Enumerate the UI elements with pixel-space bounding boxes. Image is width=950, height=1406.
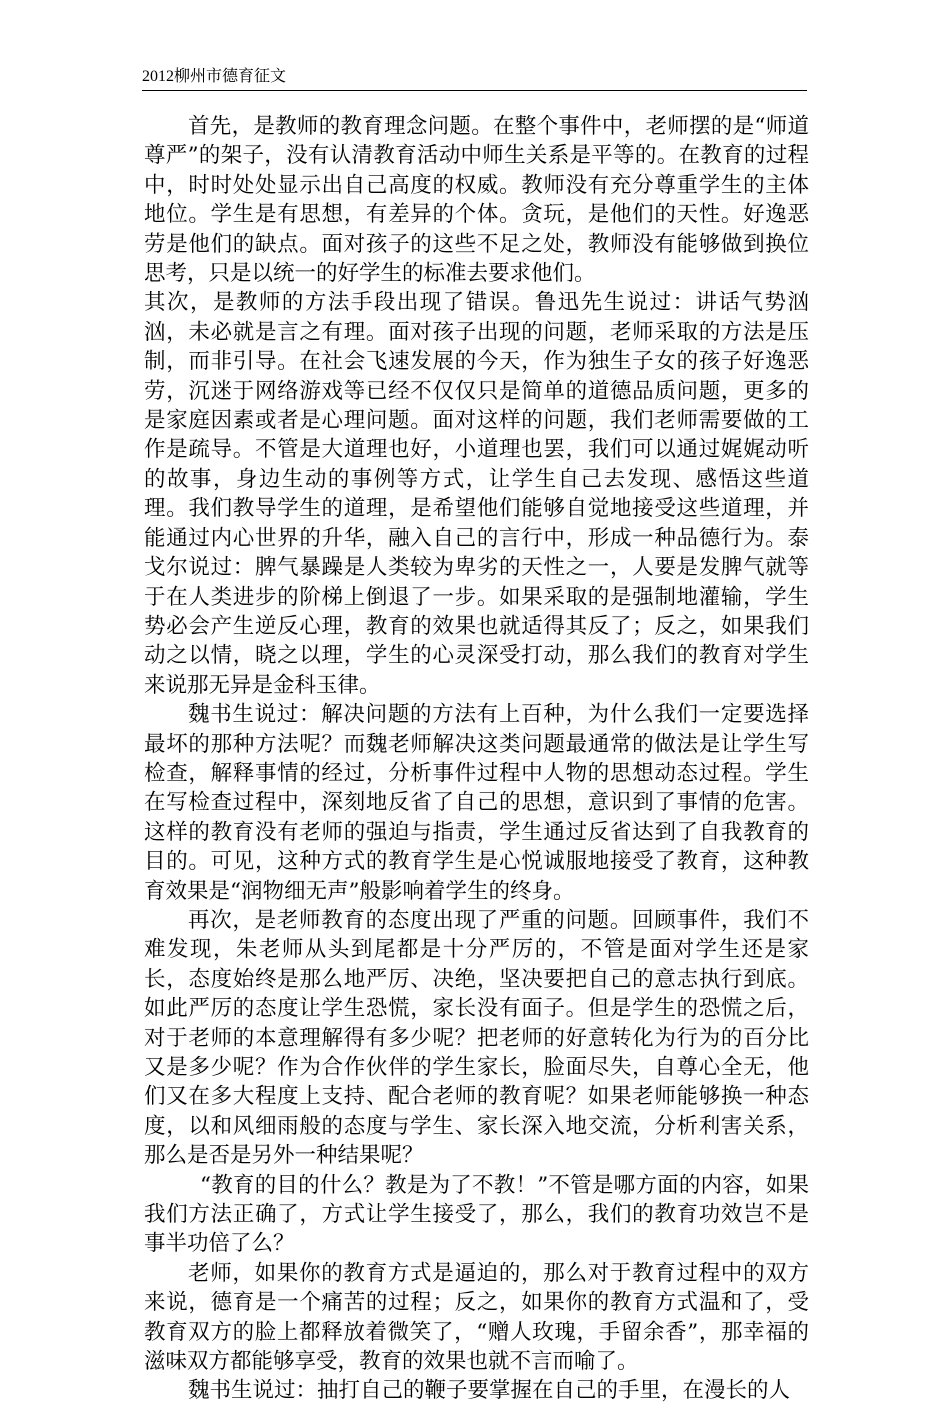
page-header — [142, 66, 807, 91]
paragraph-3: 魏书生说过：解决问题的方法有上百种，为什么我们一定要选择最坏的那种方法呢？而魏老师解决这类问题最通常的做法是让学生写检查，解释事情的经过，分析事件过程中人物的思想动态过程。学生在写检查过程中，深刻地反省了自己的思想，意识到了事情的危害。这样的教育没有老师的强迫与指责，学生通过反省达到了自我教育的目的。可见，这种方式的教育学生是心悦诚服地接受了教育，这种教育效果是“润物细无声”般影响着学生的终身。 — [144, 702, 809, 904]
body-text — [144, 112, 809, 1406]
header-title: 2012柳州市德育征文 — [142, 68, 287, 85]
paragraph-6: 老师，如果你的教育方式是逼迫的，那么对于教育过程中的双方来说，德育是一个痛苦的过程；反之，如果你的教育方式温和了，受教育双方的脸上都释放着微笑了，“赠人玫瑰，手留余香”，那幸福的滋味双方都能够享受，教育的效果也就不言而喻了。 — [144, 1260, 809, 1375]
paragraph-1: 首先，是教师的教育理念问题。在整个事件中，老师摆的是“师道尊严”的架子，没有认清教育活动中师生关系是平等的。在教育的过程中，时时处处显示出自己高度的权威。教师没有充分尊重学生的主体地位。学生是有思想，有差异的个体。贪玩，是他们的天性。好逸恶劳是他们的缺点。面对孩子的这些不足之处，教师没有能够做到换位思考，只是以统一的好学生的标准去要求他们。 — [144, 114, 809, 287]
paragraph-5: “教育的目的什么？教是为了不教！”不管是哪方面的内容，如果我们方法正确了，方式让学生接受了，那么，我们的教育功效岂不是事半功倍了么？ — [144, 1172, 809, 1257]
paragraph-7: 魏书生说过：抽打自己的鞭子要掌握在自己的手里，在漫长的人 — [188, 1378, 791, 1404]
paragraph-4: 再次，是老师教育的态度出现了严重的问题。回顾事件，我们不难发现，朱老师从头到尾都是十分严厉的，不管是面对学生还是家长，态度始终是那么地严厉、决绝，坚决要把自己的意志执行到底。如此严厉的态度让学生恐慌，家长没有面子。但是学生的恐慌之后，对于老师的本意理解得有多少呢？把老师的好意转化为行为的百分比又是多少呢？作为合作伙伴的学生家长，脸面尽失，自尊心全无，他们又在多大程度上支持、配合老师的教育呢？如果老师能够换一种态度，以和风细雨般的态度与学生、家长深入地交流，分析利害关系，那么是否是另外一种结果呢？ — [144, 907, 809, 1169]
paragraph-2: 其次，是教师的方法手段出现了错误。鲁迅先生说过：讲话气势汹汹，未必就是言之有理。面对孩子出现的问题，老师采取的方法是压制，而非引导。在社会飞速发展的今天，作为独生子女的孩子好逸恶劳，沉迷于网络游戏等已经不仅仅只是简单的道德品质问题，更多的是家庭因素或者是心理问题。面对这样的问题，我们老师需要做的工作是疏导。不管是大道理也好，小道理也罢，我们可以通过娓娓动听的故事，身边生动的事例等方式，让学生自己去发现、感悟这些道理。我们教导学生的道理，是希望他们能够自觉地接受这些道理，并能通过内心世界的升华，融入自己的言行中，形成一种品德行为。泰戈尔说过：脾气暴躁是人类较为卑劣的天性之一，人要是发脾气就等于在人类进步的阶梯上倒退了一步。如果采取的是强制地灌输，学生势必会产生逆反心理，教育的效果也就适得其反了；反之，如果我们动之以情，晓之以理，学生的心灵深受打动，那么我们的教育对学生来说那无异是金科玉律。 — [144, 290, 809, 698]
